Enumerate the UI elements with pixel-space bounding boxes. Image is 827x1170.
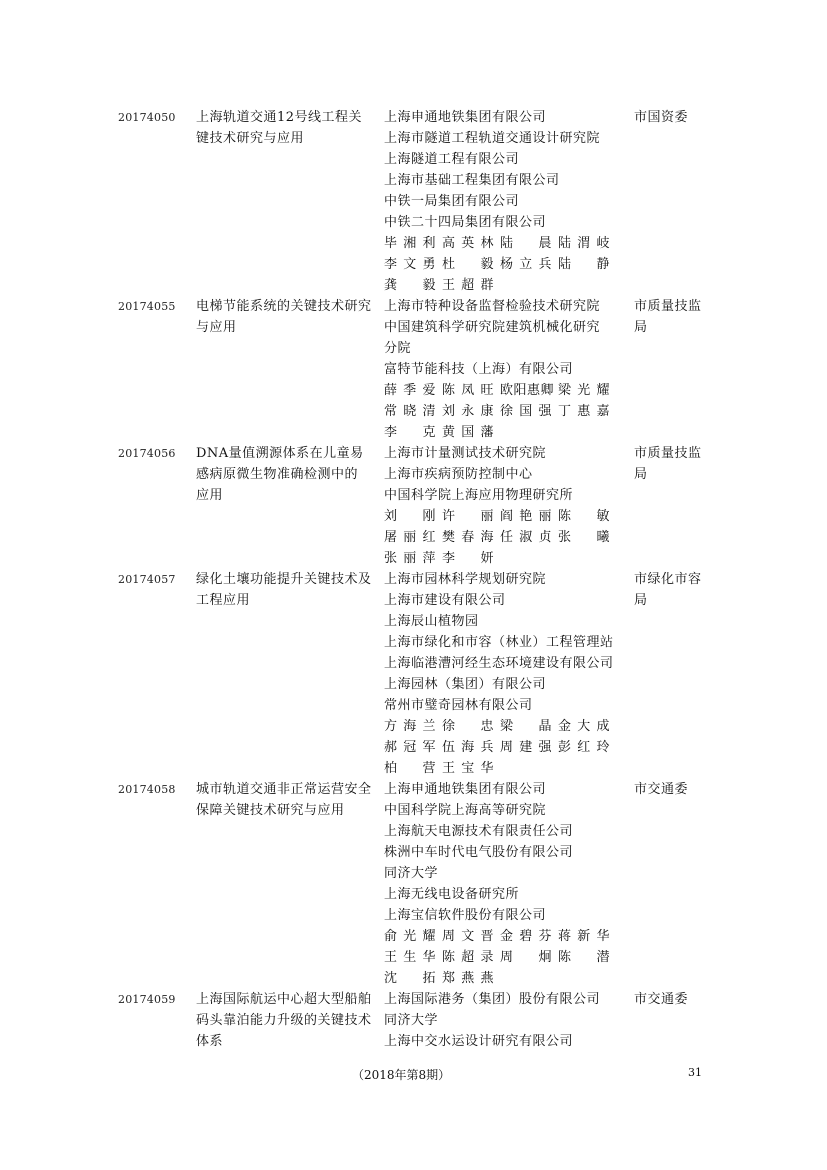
project-id: 20174055 [118, 300, 176, 313]
unit-name: 上海隧道工程有限公司 [384, 152, 520, 167]
person-name: 徐国强 [500, 404, 552, 419]
unit-name: 上海临港漕河经生态环境建设有限公司 [384, 656, 614, 671]
people-row [384, 233, 634, 254]
person-name: 张丽萍 [384, 551, 436, 566]
project-entry [118, 989, 738, 1052]
people-row [384, 275, 634, 296]
recommending-department [634, 989, 734, 1010]
person-name: 王超群 [442, 278, 494, 293]
department-line: 市交通委 [634, 992, 689, 1007]
completing-units [384, 443, 634, 569]
project-title-line: 上海国际航运中心超大型船舶 [196, 992, 372, 1007]
project-title [196, 296, 384, 338]
unit-name: 中国建筑科学研究院建筑机械化研究 [384, 320, 601, 335]
person-name: 张曦 [558, 530, 610, 545]
person-name: 徐忠 [442, 719, 494, 734]
project-title-line: 体系 [196, 1034, 224, 1049]
person-name: 俞光耀 [384, 929, 436, 944]
people-row [384, 254, 634, 275]
person-name: 常晓清 [384, 404, 436, 419]
person-name: 李妍 [442, 551, 494, 566]
unit-name: 上海市疾病预防控制中心 [384, 467, 533, 482]
project-title-line: 绿化土壤功能提升关键技术及 [196, 572, 372, 587]
project-title-line: 与应用 [196, 320, 237, 335]
person-name: 杨立兵 [500, 257, 552, 272]
people-row [384, 947, 634, 968]
completing-units [384, 296, 634, 443]
people-row [384, 548, 634, 569]
project-entry [118, 569, 738, 779]
person-name: 刘永康 [442, 404, 494, 419]
unit-name: 上海市基础工程集团有限公司 [384, 173, 560, 188]
person-name: 毕湘利 [384, 236, 436, 251]
completing-units [384, 569, 634, 779]
project-title-line: DNA量值溯源体系在儿童易 [196, 446, 364, 461]
project-title-line: 应用 [196, 488, 224, 503]
department-line: 市质量技监 [634, 446, 702, 461]
person-name: 金大成 [558, 719, 610, 734]
unit-name: 同济大学 [384, 866, 439, 881]
unit-name: 上海市特种设备监督检验技术研究院 [384, 299, 601, 314]
project-title [196, 443, 384, 506]
unit-name: 富特节能科技（上海）有限公司 [384, 362, 574, 377]
person-name: 陈敏 [558, 509, 610, 524]
person-name: 彭红玲 [558, 740, 610, 755]
person-name: 伍海兵 [442, 740, 494, 755]
person-name: 任淑贞 [500, 530, 552, 545]
unit-name: 中国科学院上海应用物理研究所 [384, 488, 574, 503]
project-entry [118, 107, 738, 296]
project-title-line: 上海轨道交通12号线工程关 [196, 110, 363, 125]
unit-name: 上海国际港务（集团）股份有限公司 [384, 992, 601, 1007]
unit-name: 上海市计量测试技术研究院 [384, 446, 547, 461]
department-line: 市绿化市容 [634, 572, 702, 587]
department-line: 局 [634, 593, 648, 608]
person-name: 李克 [384, 425, 436, 440]
project-title-line: 键技术研究与应用 [196, 131, 305, 146]
person-name: 陈凤旺 [442, 383, 494, 398]
unit-name: 上海市绿化和市容（林业）工程管理站 [384, 635, 614, 650]
person-name: 梁晶 [500, 719, 552, 734]
recommending-department [634, 296, 734, 338]
person-name: 陈潜 [558, 950, 610, 965]
person-name: 金碧芬 [500, 929, 552, 944]
project-title [196, 569, 384, 611]
unit-name: 分院 [384, 341, 412, 356]
people-row [384, 422, 634, 443]
person-name: 刘刚 [384, 509, 436, 524]
people-row [384, 506, 634, 527]
unit-name: 上海市隧道工程轨道交通设计研究院 [384, 131, 601, 146]
unit-name: 上海园林（集团）有限公司 [384, 677, 547, 692]
person-name: 周文晋 [442, 929, 494, 944]
project-id: 20174056 [118, 447, 176, 460]
person-name: 周炯 [500, 950, 552, 965]
project-title [196, 989, 384, 1052]
project-title [196, 779, 384, 821]
project-title-line: 保障关键技术研究与应用 [196, 803, 345, 818]
person-name: 王生华 [384, 950, 436, 965]
person-name: 郑燕燕 [442, 971, 494, 986]
people-row [384, 380, 634, 401]
unit-name: 上海宝信软件股份有限公司 [384, 908, 547, 923]
unit-name: 上海无线电设备研究所 [384, 887, 520, 902]
award-project-list [118, 107, 738, 1052]
unit-name: 上海市园林科学规划研究院 [384, 572, 547, 587]
project-entry [118, 296, 738, 443]
person-name: 沈拓 [384, 971, 436, 986]
unit-name: 中国科学院上海高等研究院 [384, 803, 547, 818]
project-id: 20174057 [118, 573, 176, 586]
person-name: 陆静 [558, 257, 610, 272]
recommending-department [634, 779, 734, 800]
person-name: 黄国藩 [442, 425, 494, 440]
unit-name: 株洲中车时代电气股份有限公司 [384, 845, 574, 860]
recommending-department [634, 107, 734, 128]
unit-name: 中铁二十四局集团有限公司 [384, 215, 547, 230]
page-number: 31 [688, 1066, 702, 1079]
department-line: 市国资委 [634, 110, 689, 125]
people-row [384, 926, 634, 947]
project-title-line: 电梯节能系统的关键技术研究 [196, 299, 372, 314]
project-id: 20174050 [118, 111, 176, 124]
unit-name: 上海市建设有限公司 [384, 593, 506, 608]
project-title [196, 107, 384, 149]
department-line: 局 [634, 467, 648, 482]
person-name: 陈超录 [442, 950, 494, 965]
person-name: 周建强 [500, 740, 552, 755]
person-name: 梁光耀 [558, 383, 610, 398]
unit-name: 上海申通地铁集团有限公司 [384, 782, 547, 797]
person-name: 李文勇 [384, 257, 436, 272]
unit-name: 常州市璧奇园林有限公司 [384, 698, 533, 713]
person-name: 丁惠嘉 [558, 404, 610, 419]
people-row [384, 737, 634, 758]
person-name: 蒋新华 [558, 929, 610, 944]
person-name: 薛季爱 [384, 383, 436, 398]
unit-name: 上海中交水运设计研究有限公司 [384, 1034, 574, 1049]
people-row [384, 968, 634, 989]
recommending-department [634, 443, 734, 485]
person-name: 屠丽红 [384, 530, 436, 545]
unit-name: 中铁一局集团有限公司 [384, 194, 520, 209]
completing-units [384, 107, 634, 296]
person-name: 杜毅 [442, 257, 494, 272]
person-name: 樊春海 [442, 530, 494, 545]
unit-name: 上海辰山植物园 [384, 614, 479, 629]
project-entry [118, 779, 738, 989]
department-line: 市交通委 [634, 782, 689, 797]
issue-label: （2018年第8期） [352, 1068, 451, 1082]
project-title-line: 感病原微生物准确检测中的 [196, 467, 359, 482]
department-line: 市质量技监 [634, 299, 702, 314]
project-title-line: 码头靠泊能力升级的关键技术 [196, 1013, 372, 1028]
project-entry [118, 443, 738, 569]
department-line: 局 [634, 320, 648, 335]
person-name: 陆渭岐 [558, 236, 610, 251]
completing-units [384, 779, 634, 989]
project-id: 20174058 [118, 783, 176, 796]
person-name: 柏营 [384, 761, 436, 776]
person-name: 王宝华 [442, 761, 494, 776]
people-row [384, 716, 634, 737]
person-name: 方海兰 [384, 719, 436, 734]
unit-name: 上海申通地铁集团有限公司 [384, 110, 547, 125]
recommending-department [634, 569, 734, 611]
person-name: 欧阳惠卿 [500, 383, 555, 398]
people-row [384, 401, 634, 422]
people-row [384, 758, 634, 779]
person-name: 许丽 [442, 509, 494, 524]
unit-name: 上海航天电源技术有限责任公司 [384, 824, 574, 839]
person-name: 高英林 [442, 236, 494, 251]
completing-units [384, 989, 634, 1052]
project-title-line: 工程应用 [196, 593, 251, 608]
project-id: 20174059 [118, 993, 176, 1006]
person-name: 龚毅 [384, 278, 436, 293]
unit-name: 同济大学 [384, 1013, 439, 1028]
person-name: 陆晨 [500, 236, 552, 251]
people-row [384, 527, 634, 548]
project-title-line: 城市轨道交通非正常运营安全 [196, 782, 372, 797]
person-name: 郝冠军 [384, 740, 436, 755]
person-name: 阎艳丽 [500, 509, 552, 524]
